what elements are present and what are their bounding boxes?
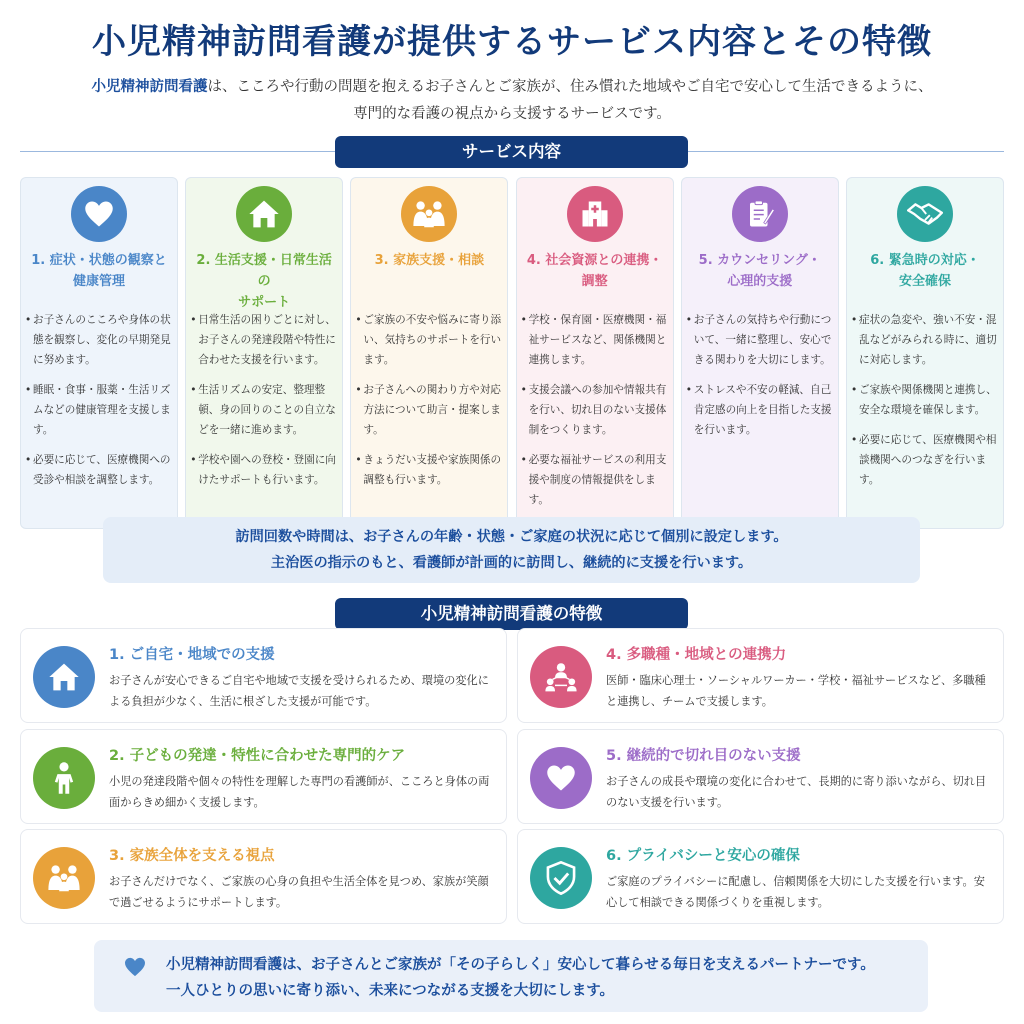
visit-notice <box>103 517 920 583</box>
notice-line1: 訪問回数や時間は、お子さんの年齢・状態・ご家庭の状況に応じて個別に設定します。 <box>235 529 788 545</box>
service-bullet: • ご家族や関係機関と連携し、安全な環境を確保します。 <box>851 380 999 420</box>
service-title <box>853 250 997 292</box>
house-icon <box>33 646 95 708</box>
service-title-line1: 6. 緊急時の対応・ <box>870 253 980 268</box>
feature-card <box>20 829 507 924</box>
service-title <box>27 250 171 292</box>
feature-card <box>20 729 507 824</box>
service-title-line2: 調整 <box>581 274 608 289</box>
closing-line1: は、お子さんとご家族が「その子らしく」安心して暮らせる毎日を支えるパートナーです。 <box>282 957 875 973</box>
service-title-line1: 3. 家族支援・相談 <box>374 253 485 268</box>
service-card <box>681 177 839 529</box>
service-bullet: • 学校や園への登校・登園に向けたサポートも行います。 <box>190 450 338 490</box>
feature-card <box>517 829 1004 924</box>
heart-icon <box>71 186 127 242</box>
feature-card <box>517 729 1004 824</box>
service-title <box>523 250 667 292</box>
service-bullet: • お子さんの気持ちや行動について、一緒に整理し、安心できる関わりを大切にします。 <box>686 310 834 370</box>
service-bullet: • お子さんのこころや身体の状態を観察し、変化の早期発見に努めます。 <box>25 310 173 370</box>
feature-card <box>517 628 1004 723</box>
feature-description: お子さんの成長や環境の変化に合わせて、長期的に寄り添いながら、切れ目のない支援を行います。 <box>606 775 987 809</box>
handshake-icon <box>897 186 953 242</box>
services-cards <box>20 177 1004 529</box>
intro-text <box>20 74 1004 128</box>
service-card <box>516 177 674 529</box>
service-bullet: • 症状の急変や、強い不安・混乱などがみられる時に、適切に対応します。 <box>851 310 999 370</box>
service-bullets <box>355 310 503 500</box>
service-bullet: • 必要な福祉サービスの利用支援や制度の情報提供をします。 <box>521 450 669 510</box>
feature-card <box>20 628 507 723</box>
service-title-line2: 安全確保 <box>898 274 951 289</box>
service-bullet: • お子さんへの関わり方や対応方法について助言・提案します。 <box>355 380 503 440</box>
feature-description: お子さんだけでなく、ご家族の心身の負担や生活全体を見つめ、家族が笑顔で過ごせるようにサポートします。 <box>109 875 489 909</box>
service-bullets <box>25 310 173 500</box>
closing-message <box>94 940 928 1012</box>
closing-emphasis: 小児精神訪問看護 <box>166 957 282 973</box>
feature-title: 6. プライバシーと安心の確保 <box>606 848 800 864</box>
service-title <box>357 250 501 271</box>
feature-title: 1. ご自宅・地域での支援 <box>109 647 275 663</box>
service-bullet: • 学校・保育園・医療機関・福祉サービスなど、関係機関と連携します。 <box>521 310 669 370</box>
service-title-line1: 1. 症状・状態の観察と <box>31 253 167 268</box>
intro-line2: 専門的な看護の視点から支援するサービスです。 <box>353 106 671 122</box>
service-bullet: • 支援会議への参加や情報共有を行い、切れ目のない支援体制をつくります。 <box>521 380 669 440</box>
heart-icon <box>124 957 146 981</box>
service-bullets <box>190 310 338 500</box>
house-icon <box>236 186 292 242</box>
family-icon <box>33 847 95 909</box>
service-title <box>688 250 832 292</box>
intro-emphasis: 小児精神訪問看護 <box>91 79 208 95</box>
page-title: 小児精神訪問看護が提供するサービス内容とその特徴 <box>92 22 932 62</box>
services-section-label: サービス内容 <box>335 136 688 168</box>
feature-title: 4. 多職種・地域との連携力 <box>606 647 787 663</box>
family-icon <box>401 186 457 242</box>
service-bullets <box>851 310 999 500</box>
feature-title: 2. 子どもの発達・特性に合わせた専門的ケア <box>109 748 406 764</box>
service-title-line2: 心理的支援 <box>727 274 793 289</box>
service-card <box>846 177 1004 529</box>
service-card <box>20 177 178 529</box>
service-bullets <box>521 310 669 520</box>
building-icon <box>567 186 623 242</box>
service-title-line2: 健康管理 <box>72 274 125 289</box>
service-bullet: • ストレスや不安の軽減、自己肯定感の向上を目指した支援を行います。 <box>686 380 834 440</box>
features-section-label: 小児精神訪問看護の特徴 <box>335 598 688 630</box>
service-bullet: • 生活リズムの安定、整理整頓、身の回りのことの自立などを一緒に進めます。 <box>190 380 338 440</box>
service-bullet: • 日常生活の困りごとに対し、お子さんの発達段階や特性に合わせた支援を行います。 <box>190 310 338 370</box>
feature-description: お子さんが安心できるご自宅や地域で支援を受けられるため、環境の変化による負担が少なく、生活に根ざした支援が可能です。 <box>109 674 489 708</box>
feature-description: 小児の発達段階や個々の特性を理解した専門の看護師が、こころと身体の両面からきめ細かく支援します。 <box>109 775 490 809</box>
child-icon <box>33 747 95 809</box>
service-title-line1: 2. 生活支援・日常生活の <box>196 253 332 289</box>
network-icon <box>530 646 592 708</box>
feature-title: 5. 継続的で切れ目のない支援 <box>606 748 801 764</box>
service-title-line1: 5. カウンセリング・ <box>698 253 821 268</box>
service-card <box>350 177 508 529</box>
service-title-line1: 4. 社会資源との連携・ <box>526 253 663 268</box>
service-bullet: • 必要に応じて、医療機関や相談機関へのつなぎを行います。 <box>851 430 999 490</box>
service-bullet: • 必要に応じて、医療機関への受診や相談を調整します。 <box>25 450 173 490</box>
service-bullet: • ご家族の不安や悩みに寄り添い、気持ちのサポートを行います。 <box>355 310 503 370</box>
intro-line1: は、こころや行動の問題を抱えるお子さんとご家族が、住み慣れた地域やご自宅で安心して生活できるように、 <box>207 79 933 95</box>
notice-line2: 主治医の指示のもと、看護師が計画的に訪問し、継続的に支援を行います。 <box>270 555 753 571</box>
service-card <box>185 177 343 529</box>
service-bullet: • 睡眠・食事・服薬・生活リズムなどの健康管理を支援します。 <box>25 380 173 440</box>
service-title <box>192 250 336 313</box>
service-bullets <box>686 310 834 450</box>
service-title-line2: サポート <box>238 295 291 310</box>
feature-title: 3. 家族全体を支える視点 <box>109 848 275 864</box>
feature-description: 医師・臨床心理士・ソーシャルワーカー・学校・福祉サービスなど、多職種と連携し、チームで支援します。 <box>606 674 986 708</box>
shield-check-icon <box>530 847 592 909</box>
clipboard-icon <box>732 186 788 242</box>
closing-line2: 一人ひとりの思いに寄り添い、未来につながる支援を大切にします。 <box>166 983 615 999</box>
service-bullet: • きょうだい支援や家族関係の調整も行います。 <box>355 450 503 490</box>
heart-icon <box>530 747 592 809</box>
feature-description: ご家庭のプライバシーに配慮し、信頼関係を大切にした支援を行います。安心して相談できる関係づくりを重視します。 <box>606 875 985 909</box>
